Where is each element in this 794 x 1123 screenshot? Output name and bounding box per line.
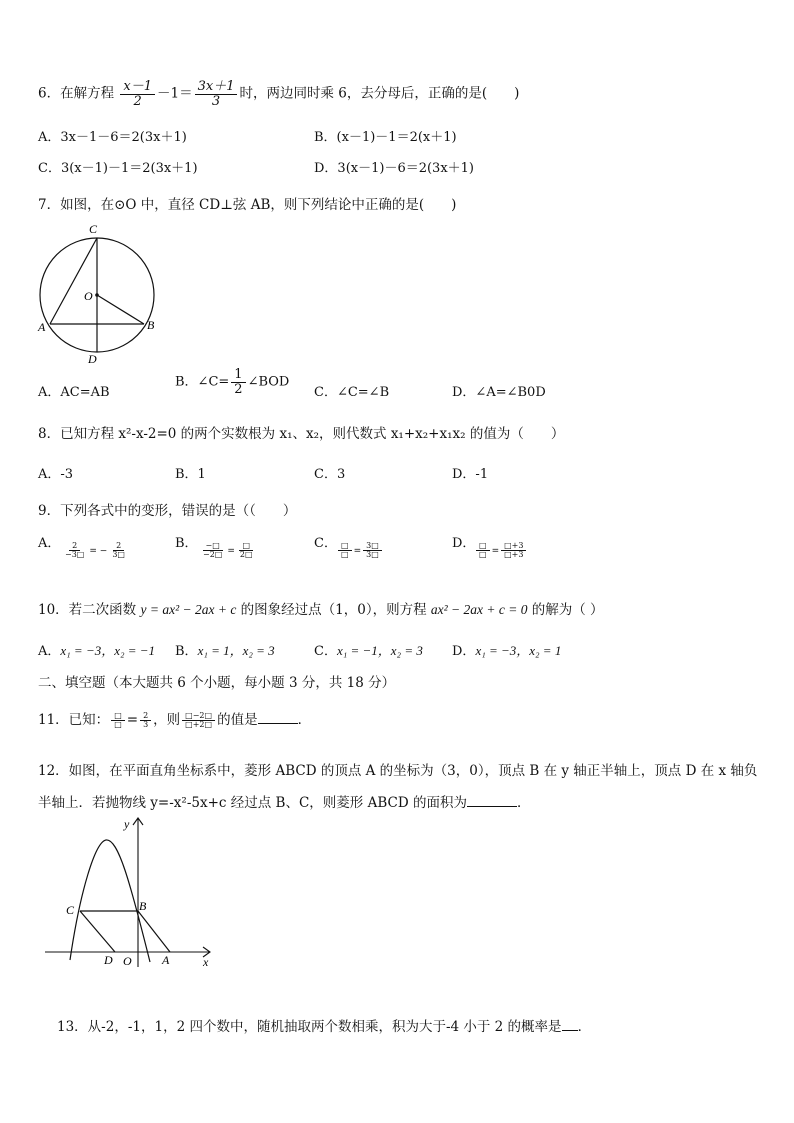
q11-frac-1 xyxy=(111,712,125,730)
q10-option-d xyxy=(452,640,561,659)
q10-option-b-letter: B． xyxy=(175,644,198,659)
segment-ac xyxy=(50,238,97,324)
q6-frac-left xyxy=(120,80,155,108)
q7-stem: 7．如图，在⊙O 中，直径 CD⊥弦 AB，则下列结论中正确的是( ) xyxy=(38,197,457,213)
label-b: B xyxy=(139,899,147,913)
q11-frac-3-num: □−2□ xyxy=(182,712,215,721)
q12-rhombus-figure xyxy=(40,812,225,972)
q6-mid: －1＝ xyxy=(157,85,193,102)
q12-line-2 xyxy=(38,791,530,811)
q10-option-c xyxy=(314,640,423,659)
q7-option-b-pre: B．∠C= xyxy=(175,374,230,390)
q9-a-left-num: 2 xyxy=(69,542,80,551)
label-c: C xyxy=(89,222,98,236)
q9-a-mid: = − xyxy=(89,546,108,557)
q6-stem xyxy=(38,80,519,108)
q9-a-right-den: 3□ xyxy=(112,550,125,560)
q11-stem xyxy=(38,708,311,729)
q7-option-b-frac xyxy=(231,368,245,396)
q9-d-right-num: □+3 xyxy=(501,542,526,551)
q6-option-a: A．3x－1－6＝2(3x＋1) xyxy=(38,130,187,145)
q9-c-right-num: 3□ xyxy=(363,542,382,551)
q8-option-d: D．-1 xyxy=(452,467,489,482)
q10-option-a-expr: x₁ = −3，x₂ = −1 xyxy=(60,643,156,658)
q9-c-left-num: □ xyxy=(338,542,352,551)
q7-option-d: D．∠A=∠B0D xyxy=(452,385,546,400)
q9-c-right xyxy=(363,542,382,560)
q9-c-mid: = xyxy=(353,546,362,557)
q9-b-left-num: −□ xyxy=(203,542,223,551)
q13-answer-blank[interactable] xyxy=(562,1019,578,1031)
q6-option-c: C．3(x－1)－1＝2(3x＋1) xyxy=(38,161,198,176)
q13-text: 13．从-2，-1，1，2 四个数中，随机抽取两个数相乘，积为大于-4 小于 2 的概率是 xyxy=(57,1019,562,1035)
q6-frac-right-den: 3 xyxy=(211,93,221,109)
q9-b-left xyxy=(200,542,225,560)
q11-then: ，则 xyxy=(153,712,181,728)
q7-option-b-post: ∠BOD xyxy=(247,374,290,390)
q6-frac-left-den: 2 xyxy=(133,93,142,109)
q11-eq: = xyxy=(126,712,139,728)
label-o: O xyxy=(123,954,132,968)
label-c: C xyxy=(66,903,75,917)
q9-d-left xyxy=(476,542,490,560)
q9-b-mid: = xyxy=(227,546,235,557)
q10-pre: 10．若二次函数 xyxy=(38,602,141,618)
q9-d-mid: = xyxy=(491,546,500,557)
q11-frac-3-den: □+2□ xyxy=(185,720,213,729)
q9-d-right xyxy=(501,542,526,560)
q11-answer-blank[interactable] xyxy=(258,712,298,724)
q9-b-right-num: □ xyxy=(239,542,253,551)
q9-d-left-num: □ xyxy=(476,542,490,551)
segment-ob xyxy=(97,295,144,324)
q9-a-left xyxy=(62,542,87,560)
q10-post: 的解为（ ） xyxy=(527,602,604,618)
q9-c-left-den: □ xyxy=(341,550,349,560)
q10-option-c-expr: x₁ = −1，x₂ = 3 xyxy=(336,643,423,658)
section-fill-in-heading: 二、填空题（本大题共 6 个小题，每小题 3 分，共 18 分） xyxy=(38,675,396,691)
q9-option-c-letter: C． xyxy=(314,536,337,551)
q12-line-2-text: 半轴上．若抛物线 y=-x²-5x+c 经过点 B、C，则菱形 ABCD 的面积为 xyxy=(38,795,467,811)
side-cd xyxy=(80,911,115,952)
q7-option-c: C．∠C=∠B xyxy=(314,385,390,400)
label-d: D xyxy=(104,953,113,967)
q11-frac-2 xyxy=(140,712,151,730)
q12-line-1: 12．如图，在平面直角坐标系中，菱形 ABCD 的顶点 A 的坐标为（3，0），顶点 B 在 y 轴正半轴上，顶点 D 在 x 轴负 xyxy=(38,763,758,779)
q10-option-d-letter: D． xyxy=(452,644,476,659)
q10-option-b-expr: x₁ = 1，x₂ = 3 xyxy=(197,643,275,658)
q7-option-b-den: 2 xyxy=(234,381,243,397)
q8-option-c: C．3 xyxy=(314,467,346,482)
label-d: D xyxy=(88,352,97,366)
q9-b-right xyxy=(237,542,256,560)
label-x: x xyxy=(203,955,209,969)
q11-frac-2-num: 2 xyxy=(140,712,151,721)
label-b: B xyxy=(147,318,155,332)
label-a: A xyxy=(38,320,46,334)
label-o: O xyxy=(84,289,93,303)
q13-end: ． xyxy=(577,1019,592,1035)
q9-c-left xyxy=(338,542,352,560)
q9-a-right xyxy=(109,542,128,560)
center-dot xyxy=(95,293,99,297)
q7-option-a: A．AC=AB xyxy=(38,385,110,400)
q12-end: ． xyxy=(516,795,531,811)
q9-option-a xyxy=(60,542,130,560)
q7-circle-figure xyxy=(30,218,170,368)
q13-stem xyxy=(57,1015,591,1035)
q9-stem: 9．下列各式中的变形，错误的是（（ ） xyxy=(38,503,297,519)
q6-option-d: D．3(x－1)－6＝2(3x＋1) xyxy=(314,161,474,176)
q9-option-b-letter: B． xyxy=(175,536,198,551)
q6-pre: 在解方程 xyxy=(60,85,115,102)
q9-b-right-den: 2□ xyxy=(239,550,253,560)
q6-post: 时，两边同时乘 6，去分母后，正确的是( ) xyxy=(239,85,520,102)
q9-option-a-letter: A． xyxy=(38,536,61,551)
q6-frac-right xyxy=(195,80,238,108)
q6-option-b: B．(x－1)－1＝2(x＋1) xyxy=(314,130,457,145)
q10-stem xyxy=(38,598,604,618)
q9-option-d xyxy=(474,542,528,560)
q9-d-right-den: □+3 xyxy=(504,550,524,560)
label-a: A xyxy=(162,953,170,967)
q10-option-a xyxy=(38,640,155,659)
q11-end: ． xyxy=(297,712,312,728)
q9-a-left-den: −3□ xyxy=(65,550,85,560)
q11-pre: 11．已知： xyxy=(38,712,110,728)
q8-stem: 8．已知方程 x²-x-2=0 的两个实数根为 x₁、x₂，则代数式 x₁+x₂+x₁x₂ 的值为（ ） xyxy=(38,426,565,442)
q12-answer-blank[interactable] xyxy=(467,795,517,807)
q11-frac-1-den: □ xyxy=(114,720,122,729)
q7-option-b xyxy=(175,368,289,396)
q8-option-b: B．1 xyxy=(175,467,206,482)
q10-option-a-letter: A． xyxy=(38,644,61,659)
q9-option-c xyxy=(336,542,384,560)
q10-equation: ax² − 2ax + c = 0 xyxy=(430,602,528,617)
q7-option-b-num: 1 xyxy=(231,368,245,383)
q6-frac-right-num: 3x＋1 xyxy=(195,80,238,95)
q9-option-d-letter: D． xyxy=(452,536,476,551)
q11-frac-1-num: □ xyxy=(111,712,125,721)
q10-option-d-expr: x₁ = −3，x₂ = 1 xyxy=(475,643,562,658)
q9-b-left-den: −2□ xyxy=(203,550,223,560)
label-y: y xyxy=(124,817,130,831)
q10-mid: 的图象经过点（1，0），则方程 xyxy=(236,602,431,618)
q6-frac-left-num: x－1 xyxy=(120,80,155,95)
q9-c-right-den: 3□ xyxy=(366,550,379,560)
q10-option-c-letter: C． xyxy=(314,644,337,659)
q11-frac-3 xyxy=(182,712,215,730)
q11-post: 的值是 xyxy=(217,712,258,728)
q10-option-b xyxy=(175,640,275,659)
q9-d-left-den: □ xyxy=(479,550,487,560)
q9-option-b xyxy=(198,542,258,560)
q9-a-right-num: 2 xyxy=(113,542,124,551)
q8-option-a: A．-3 xyxy=(38,467,74,482)
q6-number: 6． xyxy=(38,85,61,102)
q11-frac-2-den: 3 xyxy=(143,720,149,729)
q10-function: y = ax² − 2ax + c xyxy=(140,602,237,617)
